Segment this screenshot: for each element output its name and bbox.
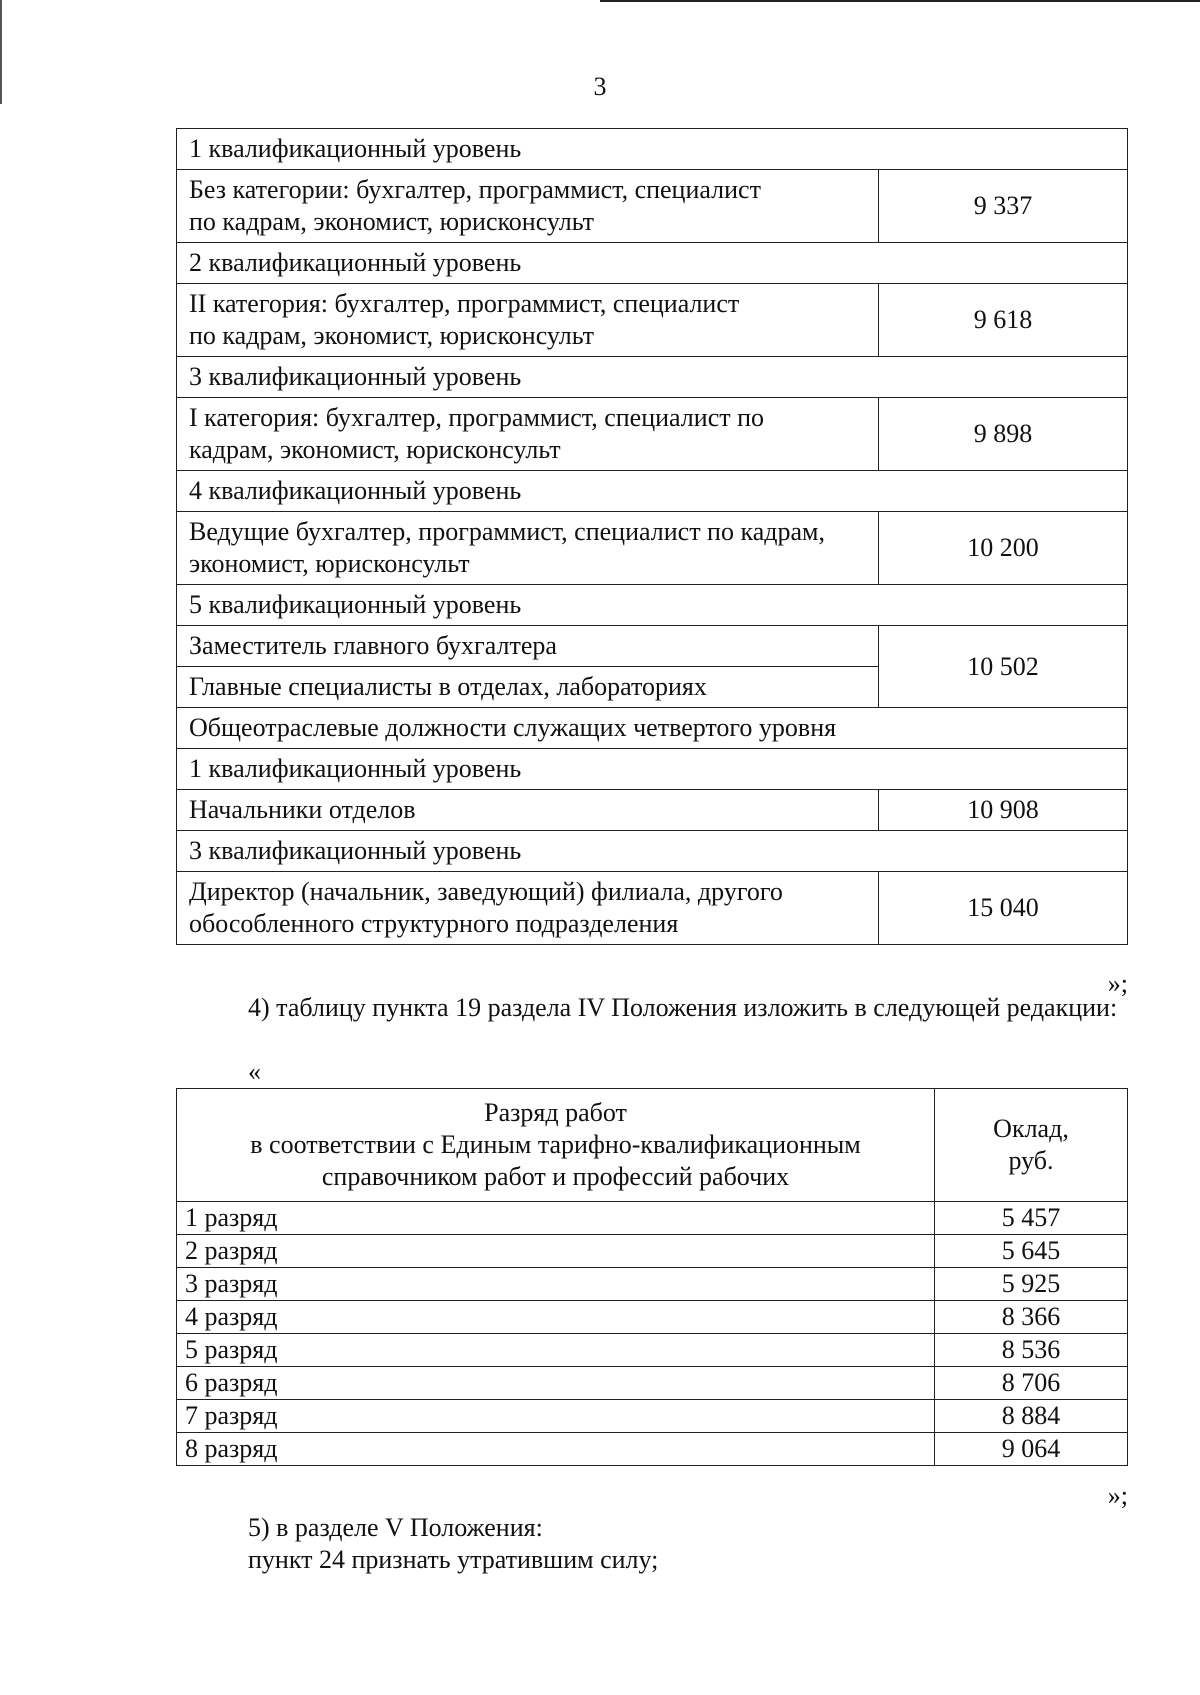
qualification-level: 3 квалификационный уровень	[177, 831, 1128, 872]
table-row	[177, 1202, 1128, 1235]
salary-column-header: Оклад, руб.	[935, 1089, 1128, 1202]
table-row	[177, 1334, 1128, 1367]
table-row	[177, 243, 1128, 284]
amount-cell: 5 457	[935, 1202, 1128, 1235]
page-number: 3	[593, 72, 607, 101]
table-row	[177, 1235, 1128, 1268]
opening-quote: «	[248, 1057, 261, 1086]
table-row	[177, 170, 1128, 243]
table-row	[177, 749, 1128, 790]
position-cell: Заместитель главного бухгалтера	[177, 626, 879, 667]
table-row	[177, 585, 1128, 626]
table-row	[177, 790, 1128, 831]
paragraph-5-item: пункт 24 признать утратившим силу;	[248, 1545, 659, 1574]
table-row	[177, 471, 1128, 512]
amount-cell: 8 366	[935, 1301, 1128, 1334]
qualification-level: 4 квалификационный уровень	[177, 471, 1128, 512]
salary-value: 15 040	[879, 872, 1128, 945]
amount-cell: 8 536	[935, 1334, 1128, 1367]
grade-cell: 6 разряд	[177, 1367, 935, 1400]
table-row	[177, 284, 1128, 357]
grade-cell: 1 разряд	[177, 1202, 935, 1235]
salary-value: 10 502	[879, 626, 1128, 708]
table-row	[177, 357, 1128, 398]
table-row	[177, 398, 1128, 471]
amount-cell: 5 925	[935, 1268, 1128, 1301]
table-row	[177, 831, 1128, 872]
salary-value: 10 908	[879, 790, 1128, 831]
grade-cell: 3 разряд	[177, 1268, 935, 1301]
grade-cell: 2 разряд	[177, 1235, 935, 1268]
position-cell: Ведущие бухгалтер, программист, специалист по кадрам, экономист, юрисконсульт	[177, 512, 879, 585]
grade-cell: 7 разряд	[177, 1400, 935, 1433]
grade-table	[176, 1088, 1128, 1466]
table-row	[177, 1367, 1128, 1400]
table-row	[177, 1268, 1128, 1301]
grade-column-header: Разряд работ в соответствии с Единым тарифно-квалификационным справочником работ и профессий рабочих	[177, 1089, 935, 1202]
amount-cell: 9 064	[935, 1433, 1128, 1466]
grade-cell: 4 разряд	[177, 1301, 935, 1334]
qualification-level: 2 квалификационный уровень	[177, 243, 1128, 284]
qualification-level: 1 квалификационный уровень	[177, 749, 1128, 790]
section-heading: Общеотраслевые должности служащих четвертого уровня	[177, 708, 1128, 749]
position-cell: I категория: бухгалтер, программист, специалист по кадрам, экономист, юрисконсульт	[177, 398, 879, 471]
table-row	[177, 872, 1128, 945]
table-row	[177, 1400, 1128, 1433]
salary-value: 10 200	[879, 512, 1128, 585]
paragraph-4: 4) таблицу пункта 19 раздела IV Положения изложить в следующей редакции:	[248, 993, 1118, 1022]
table-row	[177, 1301, 1128, 1334]
salary-value: 9 337	[879, 170, 1128, 243]
salary-table	[176, 128, 1128, 945]
table-header-row	[177, 1089, 1128, 1202]
table-row	[177, 129, 1128, 170]
qualification-level: 5 квалификационный уровень	[177, 585, 1128, 626]
qualification-level: 3 квалификационный уровень	[177, 357, 1128, 398]
amount-cell: 5 645	[935, 1235, 1128, 1268]
qualification-level: 1 квалификационный уровень	[177, 129, 1128, 170]
table-row	[177, 708, 1128, 749]
amount-cell: 8 884	[935, 1400, 1128, 1433]
scan-border-top	[600, 0, 1200, 2]
closing-quote: »;	[1107, 969, 1128, 998]
salary-value: 9 618	[879, 284, 1128, 357]
table-row	[177, 1433, 1128, 1466]
grade-cell: 8 разряд	[177, 1433, 935, 1466]
position-cell: Начальники отделов	[177, 790, 879, 831]
table-row	[177, 626, 1128, 667]
table-row	[177, 512, 1128, 585]
paragraph-5: 5) в разделе V Положения:	[248, 1513, 543, 1542]
position-cell: Без категории: бухгалтер, программист, специалист по кадрам, экономист, юрисконсульт	[177, 170, 879, 243]
position-cell: Директор (начальник, заведующий) филиала, другого обособленного структурного подразделения	[177, 872, 879, 945]
salary-value: 9 898	[879, 398, 1128, 471]
closing-quote: »;	[1107, 1481, 1128, 1510]
amount-cell: 8 706	[935, 1367, 1128, 1400]
grade-cell: 5 разряд	[177, 1334, 935, 1367]
position-cell: II категория: бухгалтер, программист, специалист по кадрам, экономист, юрисконсульт	[177, 284, 879, 357]
position-cell: Главные специалисты в отделах, лабораториях	[177, 667, 879, 708]
